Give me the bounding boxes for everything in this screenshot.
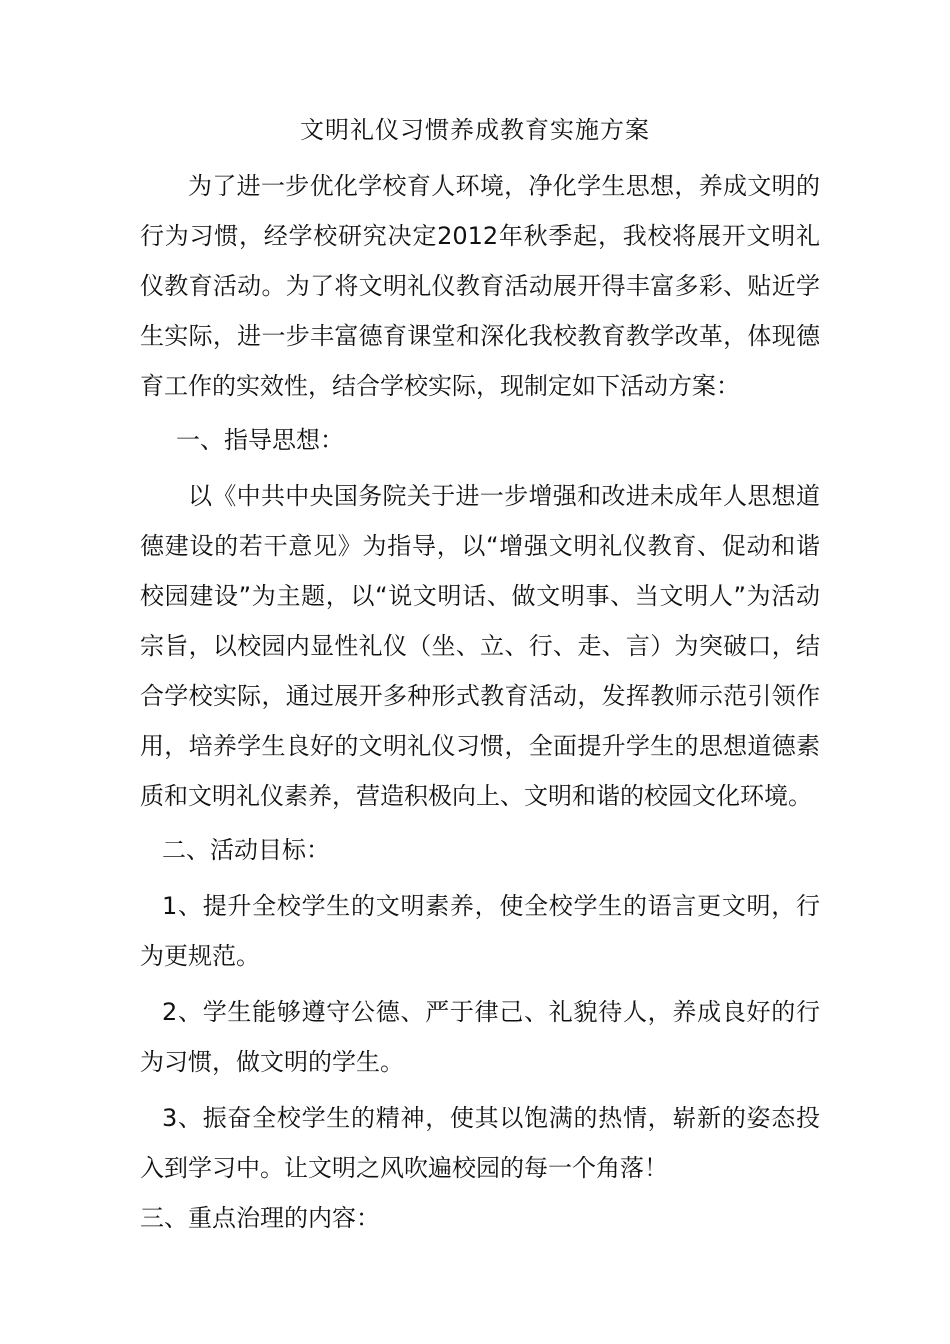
goal-item: 2、学生能够遵守公德、严于律己、礼貌待人，养成良好的行为习惯，做文明的学生。 <box>140 998 820 1076</box>
section-heading-guiding-thought: 一、指导思想： <box>176 426 344 454</box>
intro-paragraph: 为了进一步优化学校育人环境，净化学生思想，养成文明的行为习惯，经学校研究决定2012年秋季起，我校将展开文明礼仪教育活动。为了将文明礼仪教育活动展开得丰富多彩、贴近学生实际，进一步丰富德育课堂和深化我校教育教学改革，体现德育工作的实效性，结合学校实际，现制定如下活动方案： <box>140 172 820 400</box>
document-body <box>140 161 820 1243</box>
guiding-thought-paragraph: 以《中共中央国务院关于进一步增强和改进未成年人思想道德建设的若干意见》为指导，以“增强文明礼仪教育、促动和谐校园建设”为主题，以“说文明话、做文明事、当文明人”为活动宗旨，以校园内显性礼仪（坐、立、行、走、言）为突破口，结合学校实际，通过展开多种形式教育活动，发挥教师示范引领作用，培养学生良好的文明礼仪习惯，全面提升学生的思想道德素质和文明礼仪素养，营造积极向上、文明和谐的校园文化环境。 <box>140 482 820 810</box>
section-heading-activity-goals: 二、活动目标： <box>162 836 330 864</box>
goal-item: 3、振奋全校学生的精神，使其以饱满的热情，崭新的姿态投入到学习中。让文明之风吹遍校园的每一个角落！ <box>140 1104 820 1182</box>
document-title: 文明礼仪习惯养成教育实施方案 <box>300 116 650 144</box>
section-heading-key-content: 三、重点治理的内容： <box>140 1204 380 1232</box>
goal-item: 1、提升全校学生的文明素养，使全校学生的语言更文明，行为更规范。 <box>140 892 820 970</box>
